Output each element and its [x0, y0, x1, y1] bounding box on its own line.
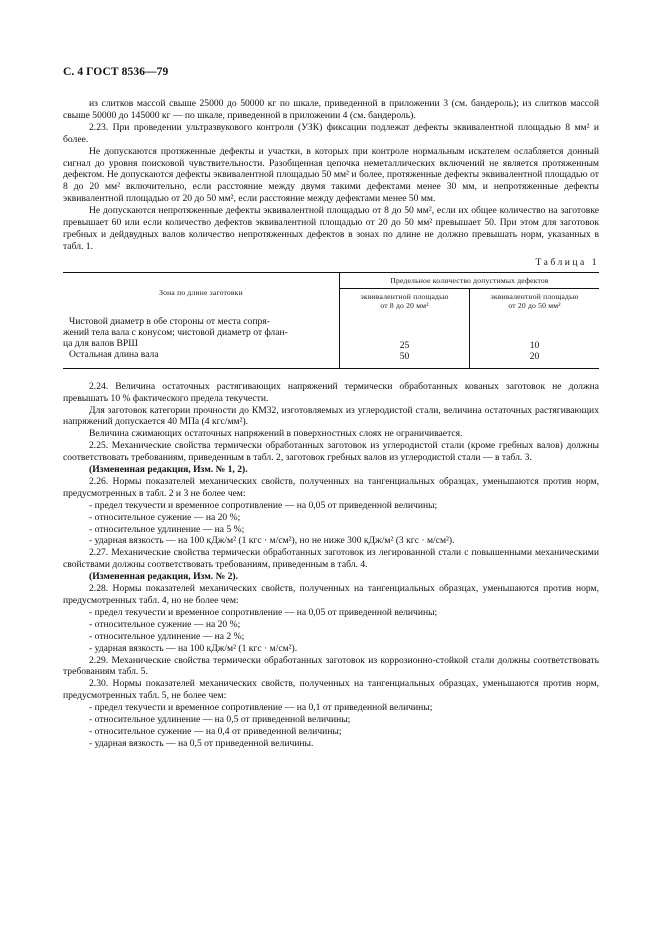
paragraph-2-23-extended-defects: Не допускаются протяженные дефекты и участки, в которых при контроле нормальным искателем ослабляется донный сигнал до уровня поисковой чувствительности. Разобщенная цепочка неметаллических включений не является протяженным дефектом. Не допускаются дефекты эквивалентной площадью 50 мм² и более, протяженные дефекты эквивалентной площадью от 8 до 20 мм² включительно, если расстояние между двумя такими дефектами менее 30 мм, и непротяженные дефекты эквивалентной площадью от 20 до 50 мм², если расстояние между дефектами менее 50 мм. [63, 145, 599, 205]
paragraph-2-30: 2.30. Нормы показателей механических свойств, полученных на тангенциальных образцах, уменьшаются против норм, предусмотренных табл. 5, не более чем: [63, 678, 599, 702]
paragraph-continuation: из слитков массой свыше 25000 до 50000 кг по шкале, приведенной в приложении 3 (см. бандероль); из слитков массой свыше 50000 до 145000 кг — по шкале, приведенной в приложении 4 (см. бандероль). [63, 98, 599, 121]
column-header-zone: Зона по длине заготовки [63, 272, 340, 313]
paragraph-2-23: 2.23. При проведении ультразвукового контроля (УЗК) фиксации подлежат дефекты эквивалентной площадью 8 мм² и более. [63, 121, 599, 145]
paragraph-2-23-non-extended-defects: Не допускаются непротяженные дефекты эквивалентной площадью от 8 до 50 мм², если их общее количество на заготовке превышает 60 или если количество дефектов эквивалентной площадью от 20 до 50 мм² превышает 50. При этом для заготовок гребных и дейдвудных валов количество непротяженных дефектов в зонах по длине не должно превышать норм, указанных в табл. 1. [63, 205, 599, 252]
paragraph-2-29: 2.29. Механические свойства термически обработанных заготовок из коррозионно-стойкой стали должны соответствовать требованиям табл. 5. [63, 654, 599, 678]
column-header-8-20: эквивалентной площадью от 8 до 20 мм² [340, 288, 470, 313]
table-1 [63, 272, 599, 369]
list-item: - относительное сужение — на 0,4 от приведенной величины; [89, 725, 342, 737]
table-1-caption: Таблица 1 [535, 256, 599, 268]
paragraph-2-27: 2.27. Механические свойства термически обработанных заготовок из легированной стали с повышенными механическими свойствами должны соответствовать требованиям, приведенным в табл. 4. [63, 547, 599, 571]
column-header-20-50: эквивалентной площадью от 20 до 50 мм² [490, 291, 579, 310]
table-header-row [63, 272, 599, 288]
paragraph-2-26: 2.26. Нормы показателей механических свойств, полученных на тангенциальных образцах, уменьшаются против норм, предусмотренных в табл. 2 и 3 не более чем: [63, 475, 599, 499]
list-item: - предел текучести и временное сопротивление — на 0,05 от приведенной величины; [89, 499, 438, 511]
list-item: - относительное сужение — на 20 %; [89, 511, 241, 523]
list-item: - ударная вязкость — на 100 кДж/м² (1 кгс · м/см²). [89, 642, 298, 654]
list-item: - ударная вязкость — на 0,5 от приведенной величины. [89, 737, 314, 749]
list-item: - относительное сужение — на 20 %; [89, 618, 241, 630]
body-text [63, 98, 599, 750]
list-item: - предел текучести и временное сопротивление — на 0,05 от приведенной величины; [89, 606, 438, 618]
paragraph-2-25: 2.25. Механические свойства термически обработанных заготовок из углеродистой стали (кроме гребных валов) должны соответствовать требованиям, приведенным в табл. 2, заготовок гребных валов из углеродистой стали — в табл. 3. [63, 440, 599, 464]
table-row [63, 313, 599, 369]
amendment-note-2: (Измененная редакция, Изм. № 2). [89, 571, 239, 583]
paragraph-2-24-carbon-steel: Для заготовок категории прочности до КМ32, изготовляемых из углеродистой стали, величина остаточных растягивающих напряжений допускается 40 МПа (4 кгс/мм²). [63, 404, 599, 428]
paragraph-2-24: 2.24. Величина остаточных растягивающих напряжений термически обработанных кованых заготовок не должна превышать 10 % фактического предела текучести. [63, 380, 599, 404]
table-cell-values-20-50: 10 20 [529, 339, 540, 362]
table-cell-zone: Чистовой диаметр в обе стороны от места сопря- жений тела вала с конусом; чистовой диаметр от флан- ца для валов ВРШ Остальная длина вала [63, 313, 340, 369]
table-cell-values-8-20: 25 50 [340, 313, 470, 369]
list-item: - ударная вязкость — на 100 кДж/м² (1 кгс · м/см²), но не ниже 300 кДж/м² (3 кгс · м/см²). [89, 535, 455, 547]
paragraph-2-28: 2.28. Нормы показателей механических свойств, полученных на тангенциальных образцах, уменьшаются против норм, предусмотренных табл. 4, но не более чем: [63, 583, 599, 606]
list-item: - относительное удлинение — на 0,5 от приведенной величины; [89, 714, 351, 726]
list-item: - относительное удлинение — на 2 %; [89, 630, 245, 642]
page-header: С. 4 ГОСТ 8536—79 [63, 66, 169, 78]
column-header-group: Предельное количество допустимых дефектов [340, 272, 600, 288]
amendment-note-1-2: (Измененная редакция, Изм. № 1, 2). [89, 464, 248, 476]
list-item: - относительное удлинение — на 5 %; [89, 523, 245, 535]
list-item: - предел текучести и временное сопротивление — на 0,1 от приведенной величины; [89, 702, 433, 714]
paragraph-2-24-compressive: Величина сжимающих остаточных напряжений в поверхностных слоях не ограничивается. [89, 428, 463, 440]
